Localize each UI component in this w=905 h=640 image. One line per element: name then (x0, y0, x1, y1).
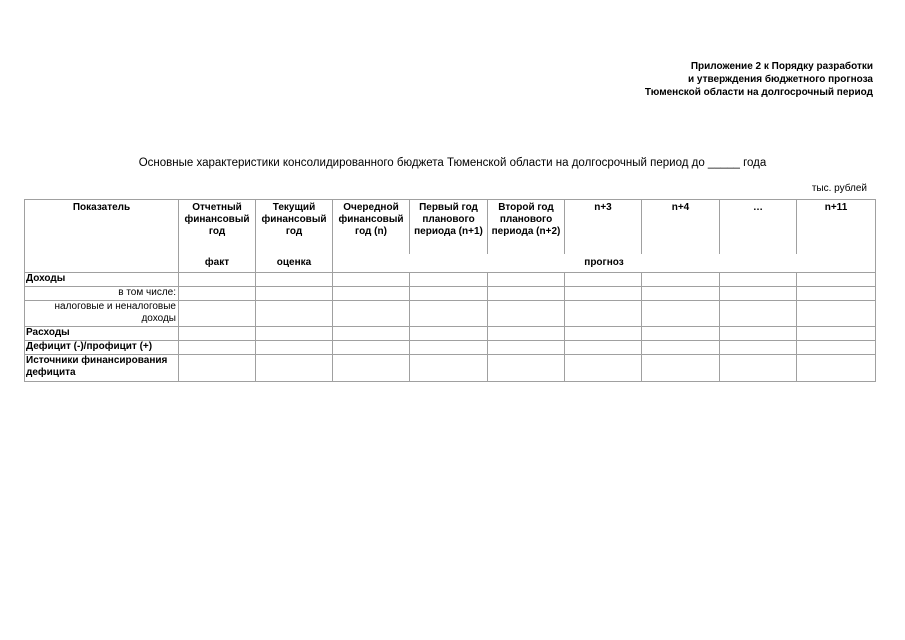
document-title: Основные характеристики консолидированного бюджета Тюменской области на долгосрочный период до _____ года (138, 157, 767, 169)
subheader-forecast: прогноз (333, 254, 876, 273)
table-row (25, 287, 876, 301)
table-row (25, 341, 876, 355)
header-next-year: Очередной финансовый год (n) (333, 200, 410, 255)
header-n4: n+4 (642, 200, 720, 255)
header-ellipsis: … (720, 200, 797, 255)
table-row (25, 273, 876, 287)
header-indicator: Показатель (25, 200, 179, 255)
row-label-including: в том числе: (25, 287, 179, 301)
appendix-line-3: Тюменской области на долгосрочный период (644, 87, 873, 98)
header-current-year: Текущий финансовый год (256, 200, 333, 255)
table-row (25, 301, 876, 327)
budget-table (24, 199, 876, 382)
row-label-income: Доходы (25, 273, 179, 287)
appendix-line-2: и утверждения бюджетного прогноза (688, 74, 873, 85)
row-label-financing-sources: Источники финансирования дефицита (25, 355, 179, 382)
appendix-line-1: Приложение 2 к Порядку разработки (690, 61, 873, 72)
row-label-deficit: Дефицит (-)/профицит (+) (25, 341, 179, 355)
table-row (25, 327, 876, 341)
header-plan-year-2: Второй год планового периода (n+2) (488, 200, 565, 255)
appendix-note (645, 60, 873, 99)
subheader-row (25, 254, 876, 273)
header-plan-year-1: Первый год планового периода (n+1) (410, 200, 488, 255)
table-row (25, 355, 876, 382)
row-label-tax-income: налоговые и неналоговые доходы (25, 301, 179, 327)
header-n11: n+11 (797, 200, 876, 255)
row-label-expenses: Расходы (25, 327, 179, 341)
subheader-fact: факт (179, 254, 256, 273)
header-row (25, 200, 876, 255)
subheader-estimate: оценка (256, 254, 333, 273)
header-n3: n+3 (565, 200, 642, 255)
header-reporting-year: Отчетный финансовый год (179, 200, 256, 255)
units-label: тыс. рублей (811, 183, 867, 194)
